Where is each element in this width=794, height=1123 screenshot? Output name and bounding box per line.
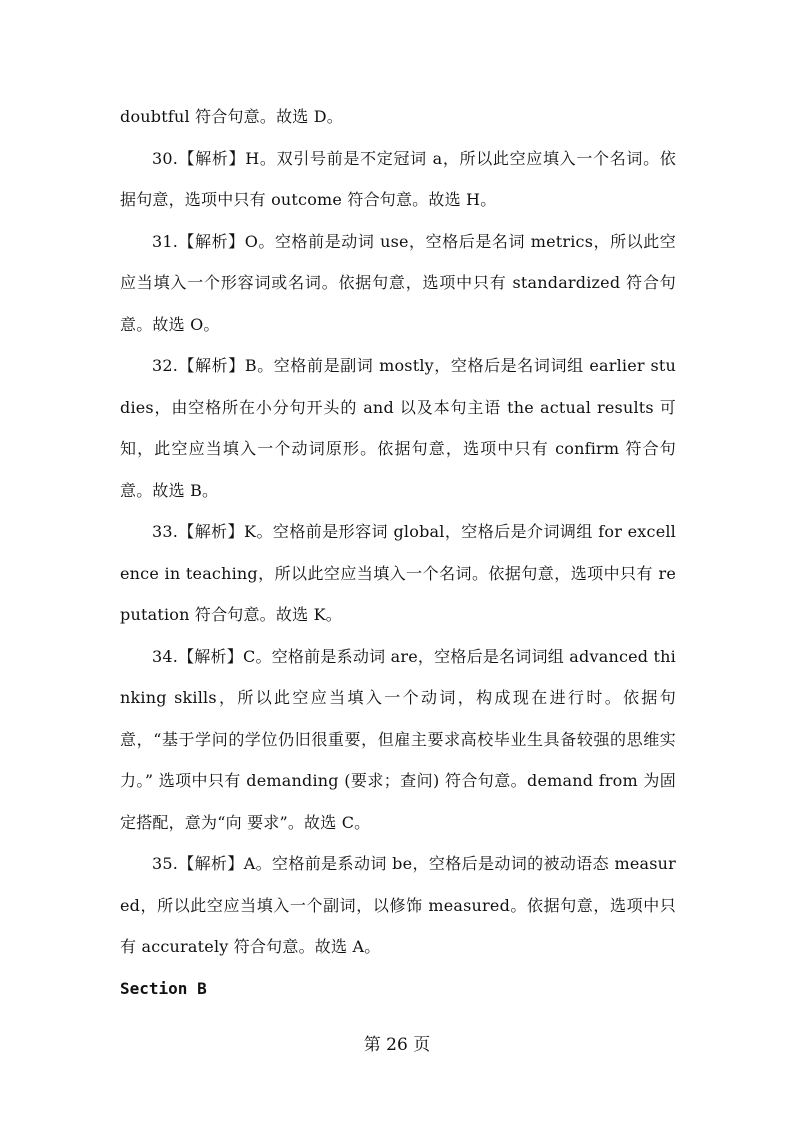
paragraph-answer-34: 34.【解析】C。空格前是系动词 are，空格后是名词词组 advanced thinking skills，所以此空应当填入一个动词，构成现在进行时。依据句意，“基于学问的学位仍旧很重要，但雇主要求高校毕业生具备较强的思维实力。” 选项中只有 demanding (要求；查问) 符合句意。demand from 为固定搭配，意为“向 要求”。故选 C。 — [120, 646, 676, 832]
paragraph-answer-33: 33.【解析】K。空格前是形容词 global，空格后是介词调组 for excellence in teaching，所以此空应当填入一个名词。依据句意，选项中只有 reputation 符合句意。故选 K。 — [120, 522, 676, 624]
paragraph-answer-35: 35.【解析】A。空格前是系动词 be，空格后是动词的被动语态 measured，所以此空应当填入一个副词，以修饰 measured。依据句意，选项中只有 accurately 符合句意。故选 A。 — [120, 854, 676, 956]
page-number: 第 26 页 — [363, 1035, 431, 1055]
page-content — [120, 96, 676, 1009]
section-heading: Section B — [120, 978, 207, 998]
paragraph-answer-30: 30.【解析】H。双引号前是不定冠词 a，所以此空应填入一个名词。依据句意，选项中只有 outcome 符合句意。故选 H。 — [120, 148, 676, 209]
paragraph-answer-32: 32.【解析】B。空格前是副词 mostly，空格后是名词词组 earlier studies，由空格所在小分句开头的 and 以及本句主语 the actual results 可知，此空应当填入一个动词原形。依据句意，选项中只有 confirm 符合句意。故选 B。 — [120, 356, 676, 500]
paragraph-continuation: doubtful 符合句意。故选 D。 — [120, 107, 343, 126]
paragraph-answer-31: 31.【解析】O。空格前是动词 use，空格后是名词 metrics，所以此空应当填入一个形容词或名词。依据句意，选项中只有 standardized 符合句意。故选 O。 — [120, 231, 676, 334]
